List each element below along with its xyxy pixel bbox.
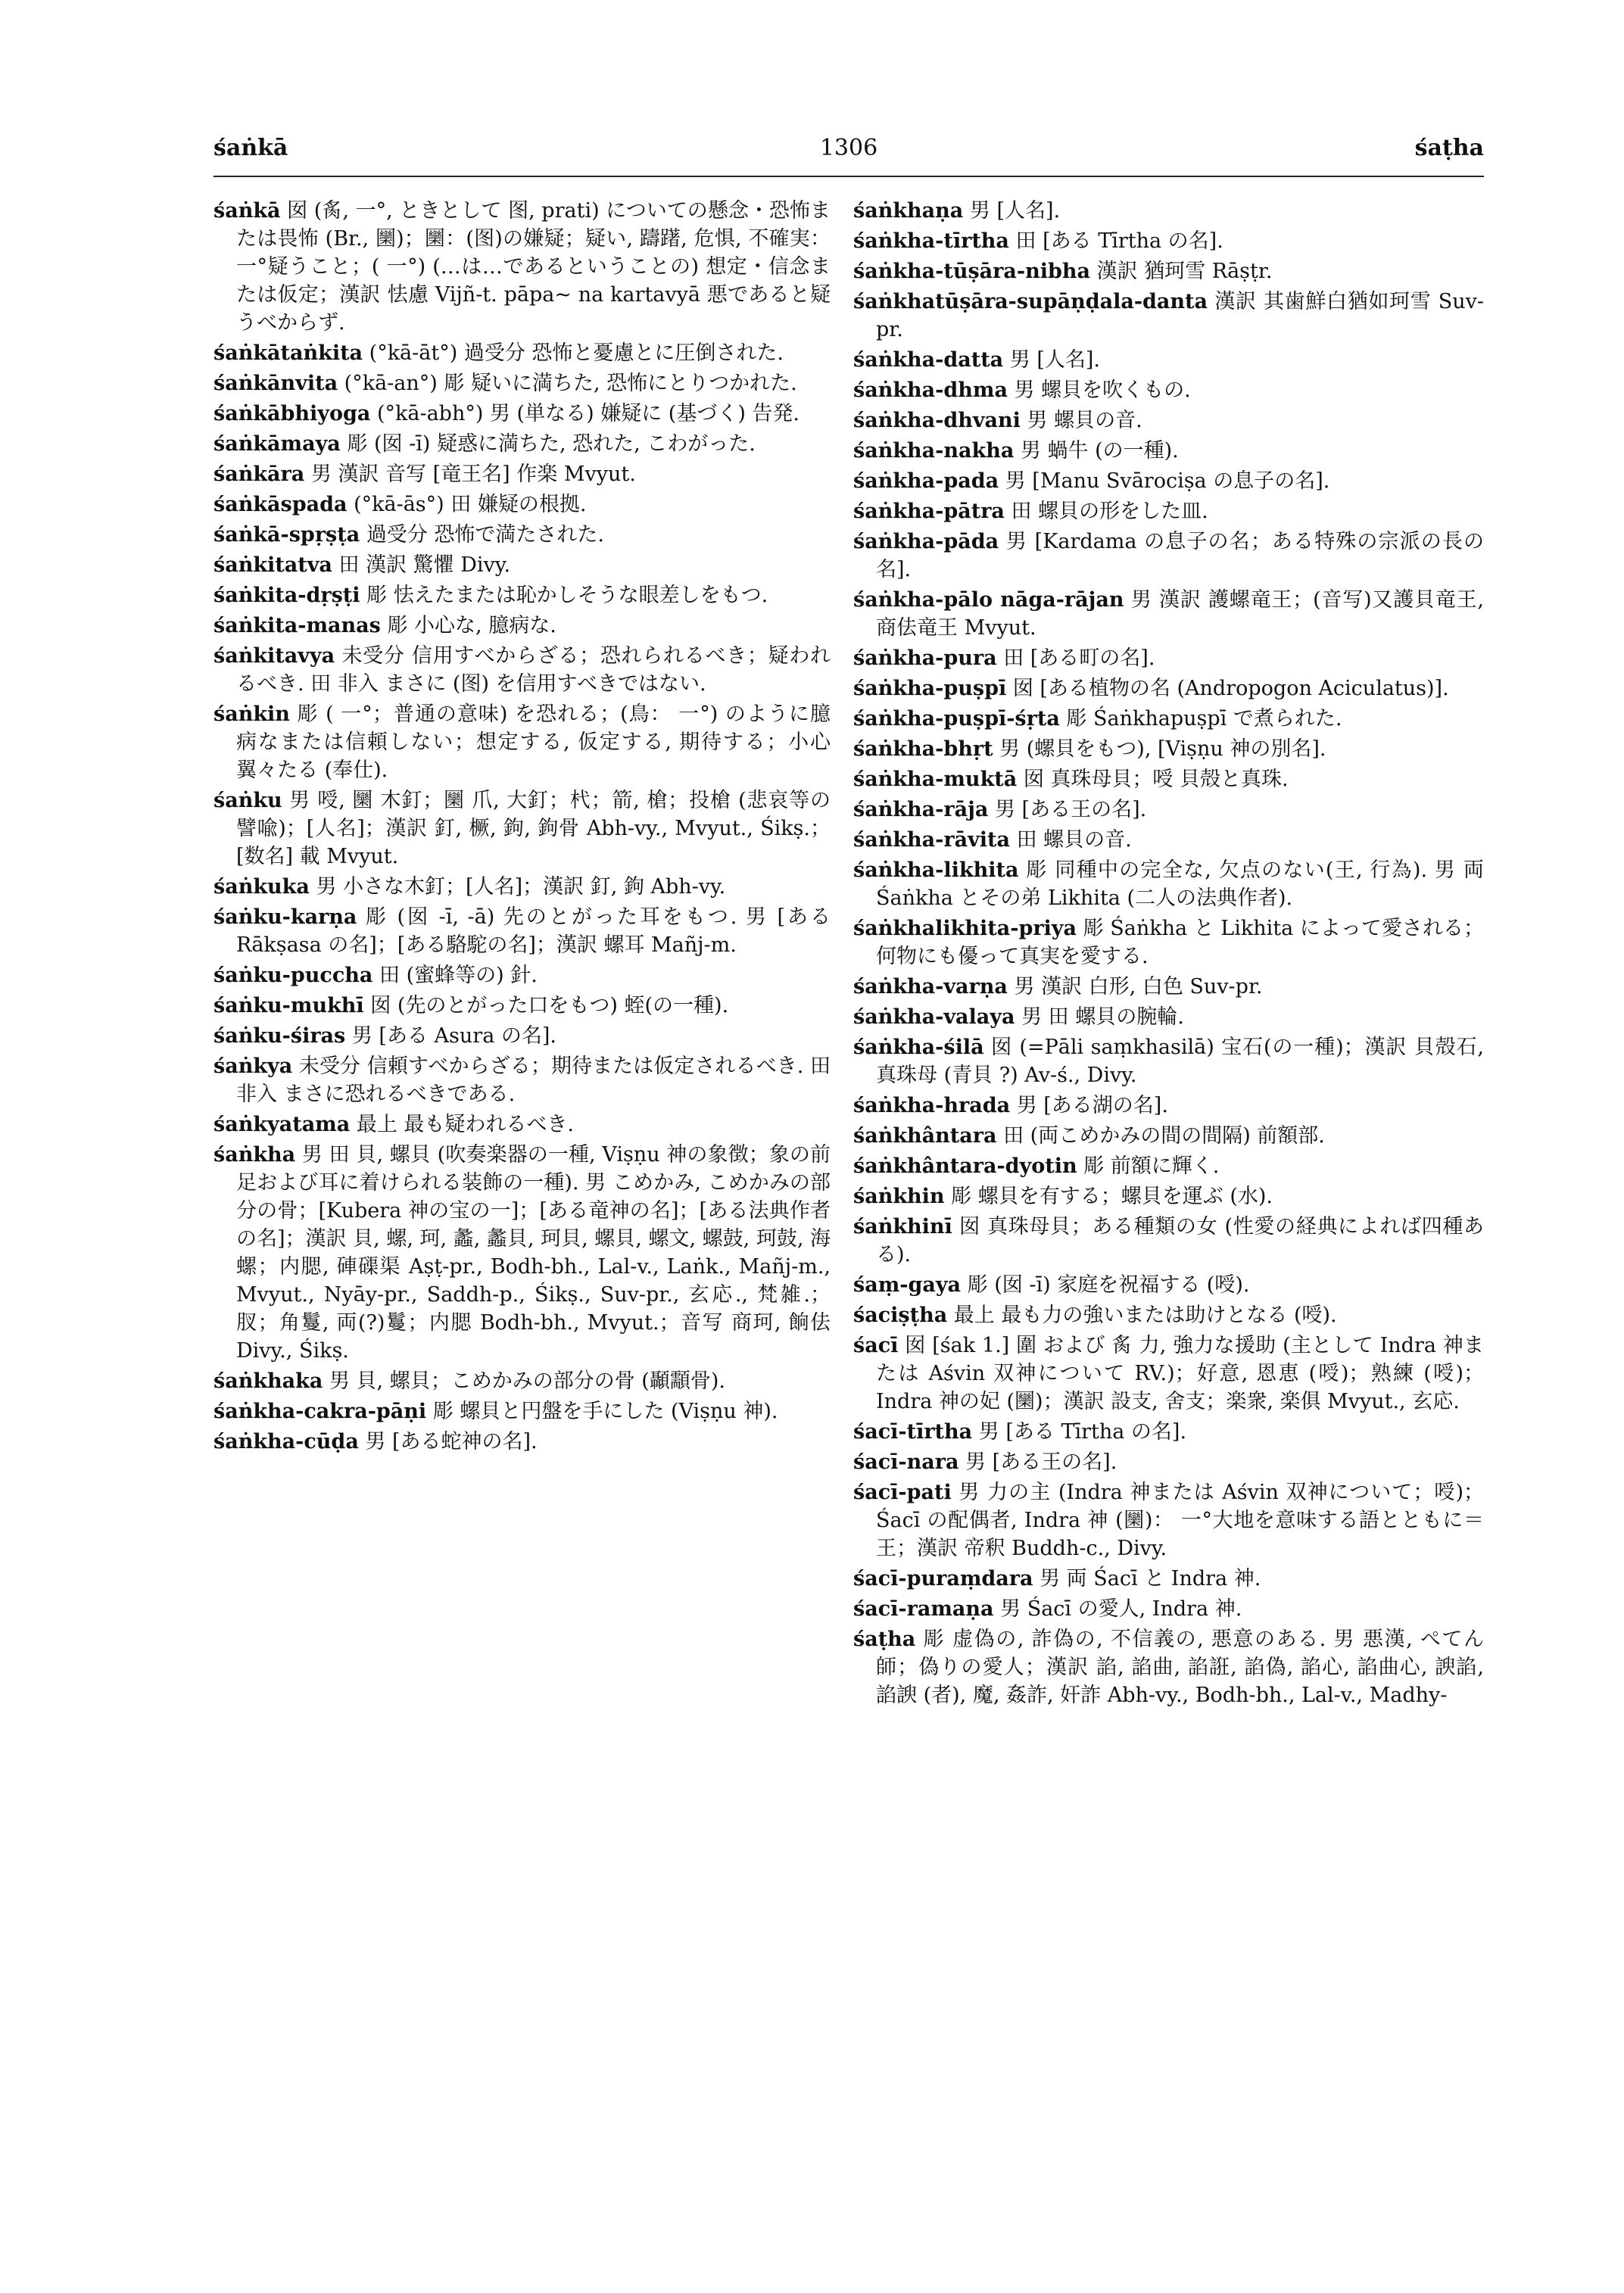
headword: śaṅkha-dhvani xyxy=(853,409,1021,432)
definition: 田 (蜜蜂等の) 針. xyxy=(379,964,538,987)
dictionary-entry xyxy=(214,197,831,337)
definition: 囡 [ある植物の名 (Andropogon Aciculatus)]. xyxy=(1012,677,1449,700)
headword: śaṅkāra xyxy=(214,463,305,486)
headword: śaṅkhaṇa xyxy=(853,199,964,223)
dictionary-entry xyxy=(853,1595,1484,1623)
headword: śaṅkha-pāda xyxy=(853,530,999,553)
dictionary-entry xyxy=(853,586,1484,642)
definition: 彫 前額に輝く. xyxy=(1083,1154,1220,1178)
definition: 田 [ある Tīrtha の名]. xyxy=(1015,229,1223,253)
definition: 男 螺貝の音. xyxy=(1027,409,1142,432)
definition: 囡 (先のとがった口をもつ) 蛭(の一種). xyxy=(370,994,729,1017)
headword: śaṅkāspada xyxy=(214,493,348,516)
definition: (°kā-āt°) 過受分 恐怖と憂慮とに圧倒された. xyxy=(369,341,784,365)
headword: śaṅkha-pālo nāga-rājan xyxy=(853,588,1124,612)
headword: śacī-ramaṇa xyxy=(853,1597,994,1621)
definition: 男 両 Śacī と Indra 神. xyxy=(1040,1567,1261,1590)
dictionary-entry xyxy=(853,826,1484,854)
definition: 彫 Śaṅkhapuṣpī で煮られた. xyxy=(1066,707,1342,731)
definition: 彫 同種中の完全な, 欠点のない(王, 行為). 男 両 Śaṅkha とその弟 Likhita (二人の法典作者). xyxy=(876,858,1484,910)
definition: 男 [ある王の名]. xyxy=(994,798,1147,821)
definition: 男 [ある蛇神の名]. xyxy=(365,1430,538,1453)
headword: śaṃ-gaya xyxy=(853,1273,962,1297)
dictionary-entry xyxy=(853,1271,1484,1299)
definition: 男 Śacī の愛人, Indra 神. xyxy=(1000,1597,1242,1621)
definition: 過受分 恐怖で満たされた. xyxy=(366,523,604,547)
headword: śaṭha xyxy=(853,1628,916,1651)
definition: 男 蝸牛 (の一種). xyxy=(1020,439,1179,463)
definition: 男 田 貝, 螺貝 (吹奏楽器の一種, Viṣṇu 神の象徴；象の前足および耳に着けられる装飾の一種). 男 こめかみ, こめかみの部分の骨；[Kubera 神の宝の一]；[ある竜神の名]；[ある法典作者の名]；漢訳 貝, 螺, 珂, 蠡, 蠡貝, 珂貝, 螺貝, 螺文, 螺鼓, 珂鼓, 海螺；内腮, 硨磲渠 Aṣṭ-pr., Bodh-bh., Lal-v., Laṅk., Mañj-m., Mvyut., Nyāy-pr., Saddh-p., Śikṣ., Suv-pr., 玄応., 梵雑.；肞；角鬘, 両(?)鬘；内腮 Bodh-bh., Mvyut.；音写 商珂, 餉佉 Divy., Śikṣ. xyxy=(236,1143,831,1363)
definition: (°kā-abh°) 男 (単なる) 嫌疑に (基づく) 告発. xyxy=(376,402,800,425)
definition: 囡 [śak 1.] 圍 および 䏑 力, 強力な援助 (主として Indra 神または Aśvin 双神について RV.)；好意, 恩恵 (㖟)；熟練 (㖟)；Indra 神の妃 (圞)；漢訳 設支, 舍支；楽衆, 楽俱 Mvyut., 玄応. xyxy=(876,1334,1484,1413)
headword: śaṅkhinī xyxy=(853,1215,952,1238)
page-number: 1306 xyxy=(819,135,878,161)
definition: 囡 (䏑, 一°, ときとして 图, prati) についての懸念・恐怖または畏怖 (Br., 圞)；圞：(图)の嫌疑；疑い, 躊躇, 危惧, 不確実： 一°疑うこと；( 一°) (…は…であるということの) 想定・信念または仮定；漢訳 怯慮 Vijñ-t. pāpa~ na kartavyā 悪であると疑うべからず. xyxy=(236,199,831,335)
dictionary-entry xyxy=(214,1428,831,1456)
headword: śacī xyxy=(853,1334,899,1357)
definition: 彫 (囡 -ī) 疑惑に満ちた, 恐れた, こわがった. xyxy=(347,432,756,456)
definition: 男 田 螺貝の腕輪. xyxy=(1021,1005,1184,1029)
definition: 男 [人名]. xyxy=(969,199,1061,223)
dictionary-entry xyxy=(853,1213,1484,1269)
definition: 男 小さな木釘；[人名]；漢訳 釘, 鉤 Abh-vy. xyxy=(316,875,726,899)
dictionary-entry xyxy=(853,1448,1484,1476)
headword: śaṅkha-likhita xyxy=(853,858,1019,882)
left-column xyxy=(214,197,831,1458)
headword: śaṅkhin xyxy=(853,1185,945,1208)
definition: 漢訳 其歯鮮白猶如珂雪 Suv-pr. xyxy=(876,290,1484,341)
headword: śaṅkhântara xyxy=(853,1124,997,1148)
dictionary-entry xyxy=(853,1033,1484,1089)
dictionary-entry xyxy=(214,521,831,549)
definition: 彫 螺貝を有する；螺貝を運ぶ (水). xyxy=(951,1185,1273,1208)
left-guide-word: śaṅkā xyxy=(214,135,288,161)
definition: 彫 小心な, 臆病な. xyxy=(387,614,556,637)
headword: śacī-tīrtha xyxy=(853,1420,973,1444)
definition: 男 [Kardama の息子の名；ある特殊の宗派の長の名]. xyxy=(876,530,1484,581)
definition: 男 [ある湖の名]. xyxy=(1016,1094,1168,1117)
dictionary-entry xyxy=(853,1003,1484,1031)
definition: 彫 怯えたまたは恥かしそうな眼差しをもつ. xyxy=(366,584,768,607)
definition: 男 漢訳 音写 [竜王名] 作楽 Mvyut. xyxy=(310,463,636,486)
headword: śaṅkha-puṣpī-śṛta xyxy=(853,707,1060,731)
headword: śaṅkitavya xyxy=(214,644,335,668)
dictionary-entry xyxy=(853,376,1484,404)
headword: śaṅkha-hrada xyxy=(853,1094,1011,1117)
dictionary-entry xyxy=(853,765,1484,793)
dictionary-entry xyxy=(853,227,1484,255)
dictionary-entry xyxy=(214,1397,831,1425)
definition: 男 [ある Asura の名]. xyxy=(351,1024,556,1048)
headword: śacī-pati xyxy=(853,1481,952,1504)
dictionary-entry xyxy=(853,973,1484,1001)
dictionary-entry xyxy=(214,430,831,458)
right-column xyxy=(853,197,1484,1712)
definition: 男 [ある王の名]. xyxy=(965,1450,1117,1474)
dictionary-entry xyxy=(853,1301,1484,1329)
definition: 田 螺貝の形をした皿. xyxy=(1011,500,1208,523)
headword: śaṅku-śiras xyxy=(214,1024,346,1048)
dictionary-entry xyxy=(853,644,1484,672)
headword: śaṅkhaka xyxy=(214,1369,323,1393)
dictionary-entry xyxy=(853,796,1484,824)
headword: śaṅkha-pātra xyxy=(853,500,1005,523)
dictionary-entry xyxy=(853,914,1484,970)
dictionary-entry xyxy=(853,1092,1484,1120)
dictionary-entry xyxy=(214,1367,831,1395)
dictionary-entry xyxy=(853,1332,1484,1416)
headword: śaṅku-mukhī xyxy=(214,994,364,1017)
headword: śaṅkha-tūṣāra-nibha xyxy=(853,260,1090,283)
definition: 最上 最も力の強いまたは助けとなる (㖟). xyxy=(953,1304,1337,1327)
definition: 囡 真珠母貝；ある種類の女 (性愛の経典によれば四種ある). xyxy=(876,1215,1484,1266)
dictionary-entry xyxy=(214,642,831,698)
headword: śaṅkhântara-dyotin xyxy=(853,1154,1077,1178)
headword: śaṅkha-cakra-pāṇi xyxy=(214,1400,427,1423)
dictionary-entry xyxy=(853,497,1484,525)
dictionary-entry xyxy=(853,1565,1484,1593)
headword: śaṅkha-bhṛt xyxy=(853,737,993,761)
dictionary-entry xyxy=(853,467,1484,495)
definition: (°kā-an°) 彫 疑いに満ちた, 恐怖にとりつかれた. xyxy=(344,372,797,395)
dictionary-entry xyxy=(853,1478,1484,1562)
dictionary-entry xyxy=(853,1152,1484,1180)
definition: (°kā-ās°) 田 嫌疑の根拠. xyxy=(354,493,587,516)
dictionary-entry xyxy=(214,369,831,397)
headword: śaṅkha-nakha xyxy=(853,439,1015,463)
definition: 漢訳 猶珂雪 Rāṣṭr. xyxy=(1096,260,1273,283)
headword: śaṅkha-cūḍa xyxy=(214,1430,359,1453)
dictionary-entry xyxy=(214,1111,831,1139)
dictionary-entry xyxy=(214,700,831,784)
definition: 彫 (囡 -ī, -ā) 先のとがった耳をもつ. 男 [ある Rākṣasa の名]；[ある駱駝の名]；漢訳 螺耳 Mañj-m. xyxy=(236,905,831,957)
headword: śacī-puraṃdara xyxy=(853,1567,1033,1590)
dictionary-entry xyxy=(853,288,1484,344)
headword: śaciṣṭha xyxy=(853,1304,948,1327)
dictionary-entry xyxy=(853,528,1484,584)
headword: śaṅkin xyxy=(214,703,290,726)
headword: śaṅkāmaya xyxy=(214,432,341,456)
definition: 彫 螺貝と円盤を手にした (Viṣṇu 神). xyxy=(432,1400,778,1423)
dictionary-entry xyxy=(853,257,1484,285)
headword: śaṅkā xyxy=(214,199,281,223)
dictionary-entry xyxy=(214,992,831,1020)
definition: 田 [ある町の名]. xyxy=(1003,646,1155,670)
headword: śaṅkānvita xyxy=(214,372,338,395)
headword: śaṅkha-valaya xyxy=(853,1005,1015,1029)
headword: śaṅkhatūṣāra-supāṇḍala-danta xyxy=(853,290,1208,313)
headword: śaṅku-puccha xyxy=(214,964,373,987)
headword: śaṅkuka xyxy=(214,875,310,899)
headword: śaṅkātaṅkita xyxy=(214,341,363,365)
headword: śaṅkha-datta xyxy=(853,348,1004,372)
definition: 男 力の主 (Indra 神または Aśvin 双神について；㖟)；Śacī の配偶者, Indra 神 (圞)： 一°大地を意味する語とともに＝王；漢訳 帝釈 Buddh-c., Divy. xyxy=(876,1481,1484,1560)
headword: śaṅkitatva xyxy=(214,553,332,577)
definition: 男 貝, 螺貝；こめかみの部分の骨 (顳顬骨). xyxy=(329,1369,725,1393)
dictionary-entry xyxy=(214,787,831,871)
headword: śaṅkhalikhita-priya xyxy=(853,917,1077,940)
headword: śaṅkita-manas xyxy=(214,614,381,637)
dictionary-entry xyxy=(214,400,831,428)
definition: 男 (螺貝をもつ), [Viṣṇu 神の別名]. xyxy=(999,737,1326,761)
dictionary-entry xyxy=(214,460,831,488)
definition: 男 [Manu Svārociṣa の息子の名]. xyxy=(1005,469,1330,493)
definition: 男 [人名]. xyxy=(1009,348,1101,372)
dictionary-entry xyxy=(853,407,1484,435)
dictionary-entry xyxy=(214,1022,831,1050)
definition: 未受分 信頼すべからざる；期待または仮定されるべき. 田 非入 まさに恐れるべきである. xyxy=(236,1055,831,1106)
headword: śaṅkha-rāvita xyxy=(853,828,1010,852)
dictionary-entry xyxy=(214,1141,831,1365)
headword: śaṅkā-spṛṣṭa xyxy=(214,523,360,547)
dictionary-entry xyxy=(214,961,831,989)
definition: 田 螺貝の音. xyxy=(1016,828,1132,852)
headword: śaṅku-karṇa xyxy=(214,905,357,929)
definition: 男 漢訳 護螺竜王；(音写)又護貝竜王, 商佉竜王 Mvyut. xyxy=(876,588,1484,640)
headword: śaṅkha xyxy=(214,1143,296,1167)
definition: 彫 ( 一°；普通の意味) を恐れる；(鳥： 一°) のように臆病なまたは信頼しない；想定する, 仮定する, 期待する；小心翼々たる (奉仕). xyxy=(236,703,831,782)
page-header xyxy=(214,135,1484,173)
headword: śaṅkha-śilā xyxy=(853,1036,984,1059)
headword: śaṅkābhiyoga xyxy=(214,402,371,425)
headword: śaṅkha-puṣpī xyxy=(853,677,1007,700)
dictionary-entry xyxy=(853,856,1484,912)
definition: 最上 最も疑われるべき. xyxy=(356,1113,575,1136)
definition: 田 (両こめかみの間の間隔) 前額部. xyxy=(1003,1124,1325,1148)
definition: 彫 虚偽の, 詐偽の, 不信義の, 悪意のある. 男 悪漢, ぺてん師；偽りの愛人；漢訳 諂, 諂曲, 諂誑, 諂偽, 諂心, 諂曲心, 諛諂, 諂諛 (者), 魔, 姦詐, 奸詐 Abh-vy., Bodh-bh., Lal-v., Madhy- xyxy=(876,1628,1484,1707)
headword: śaṅkya xyxy=(214,1055,293,1078)
header-rule xyxy=(214,176,1484,177)
dictionary-entry xyxy=(214,903,831,959)
headword: śaṅkha-tīrtha xyxy=(853,229,1009,253)
headword: śaṅkha-varṇa xyxy=(853,975,1008,999)
right-guide-word: śaṭha xyxy=(1414,135,1484,161)
definition: 男 㖟, 圞 木釘；圞 爪, 大釘；杙；箭, 槍；投槍 (悲哀等の 譬喩)；[人名]；漢訳 釘, 橛, 鉤, 鉤骨 Abh-vy., Mvyut., Śikṣ.；[数名] 載 Mvyut. xyxy=(236,789,831,868)
dictionary-entry xyxy=(214,581,831,609)
dictionary-entry xyxy=(214,873,831,901)
definition: 囡 真珠母貝；㖟 貝殻と真珠. xyxy=(1023,768,1289,791)
dictionary-entry xyxy=(853,1122,1484,1150)
dictionary-entry xyxy=(853,197,1484,225)
definition: 囡 (=Pāli saṃkhasilā) 宝石(の一種)；漢訳 貝殻石, 真珠母 (青貝 ?) Av-ś., Divy. xyxy=(876,1036,1484,1087)
dictionary-entry xyxy=(853,675,1484,703)
dictionary-entry xyxy=(853,1182,1484,1210)
dictionary-entry xyxy=(853,1625,1484,1709)
definition: 男 螺貝を吹くもの. xyxy=(1014,379,1191,402)
dictionary-entry xyxy=(853,735,1484,763)
dictionary-entry xyxy=(214,491,831,519)
definition: 田 漢訳 驚懼 Divy. xyxy=(338,553,511,577)
headword: śaṅkha-rāja xyxy=(853,798,989,821)
headword: śacī-nara xyxy=(853,1450,959,1474)
dictionary-entry xyxy=(214,339,831,367)
headword: śaṅkita-dṛṣṭi xyxy=(214,584,360,607)
headword: śaṅkha-dhma xyxy=(853,379,1008,402)
dictionary-entry xyxy=(853,705,1484,733)
headword: śaṅkha-pada xyxy=(853,469,999,493)
dictionary-entry xyxy=(853,437,1484,465)
dictionary-entry xyxy=(214,612,831,640)
dictionary-entry xyxy=(853,346,1484,374)
definition: 彫 (囡 -ī) 家庭を祝福する (㖟). xyxy=(967,1273,1250,1297)
dictionary-entry xyxy=(214,1052,831,1108)
definition: 男 [ある Tīrtha の名]. xyxy=(978,1420,1187,1444)
definition: 未受分 信用すべからざる；恐れられるべき；疑われるべき. 田 非入 まさに (图) を信用すべきではない. xyxy=(236,644,831,696)
dictionary-entry xyxy=(853,1418,1484,1446)
definition: 彫 Śaṅkha と Likhita によって愛される；何物にも優って真実を愛する. xyxy=(876,917,1484,968)
headword: śaṅkha-muktā xyxy=(853,768,1018,791)
headword: śaṅkha-pura xyxy=(853,646,997,670)
headword: śaṅku xyxy=(214,789,282,812)
headword: śaṅkyatama xyxy=(214,1113,351,1136)
dictionary-entry xyxy=(214,551,831,579)
definition: 男 漢訳 白形, 白色 Suv-pr. xyxy=(1014,975,1263,999)
